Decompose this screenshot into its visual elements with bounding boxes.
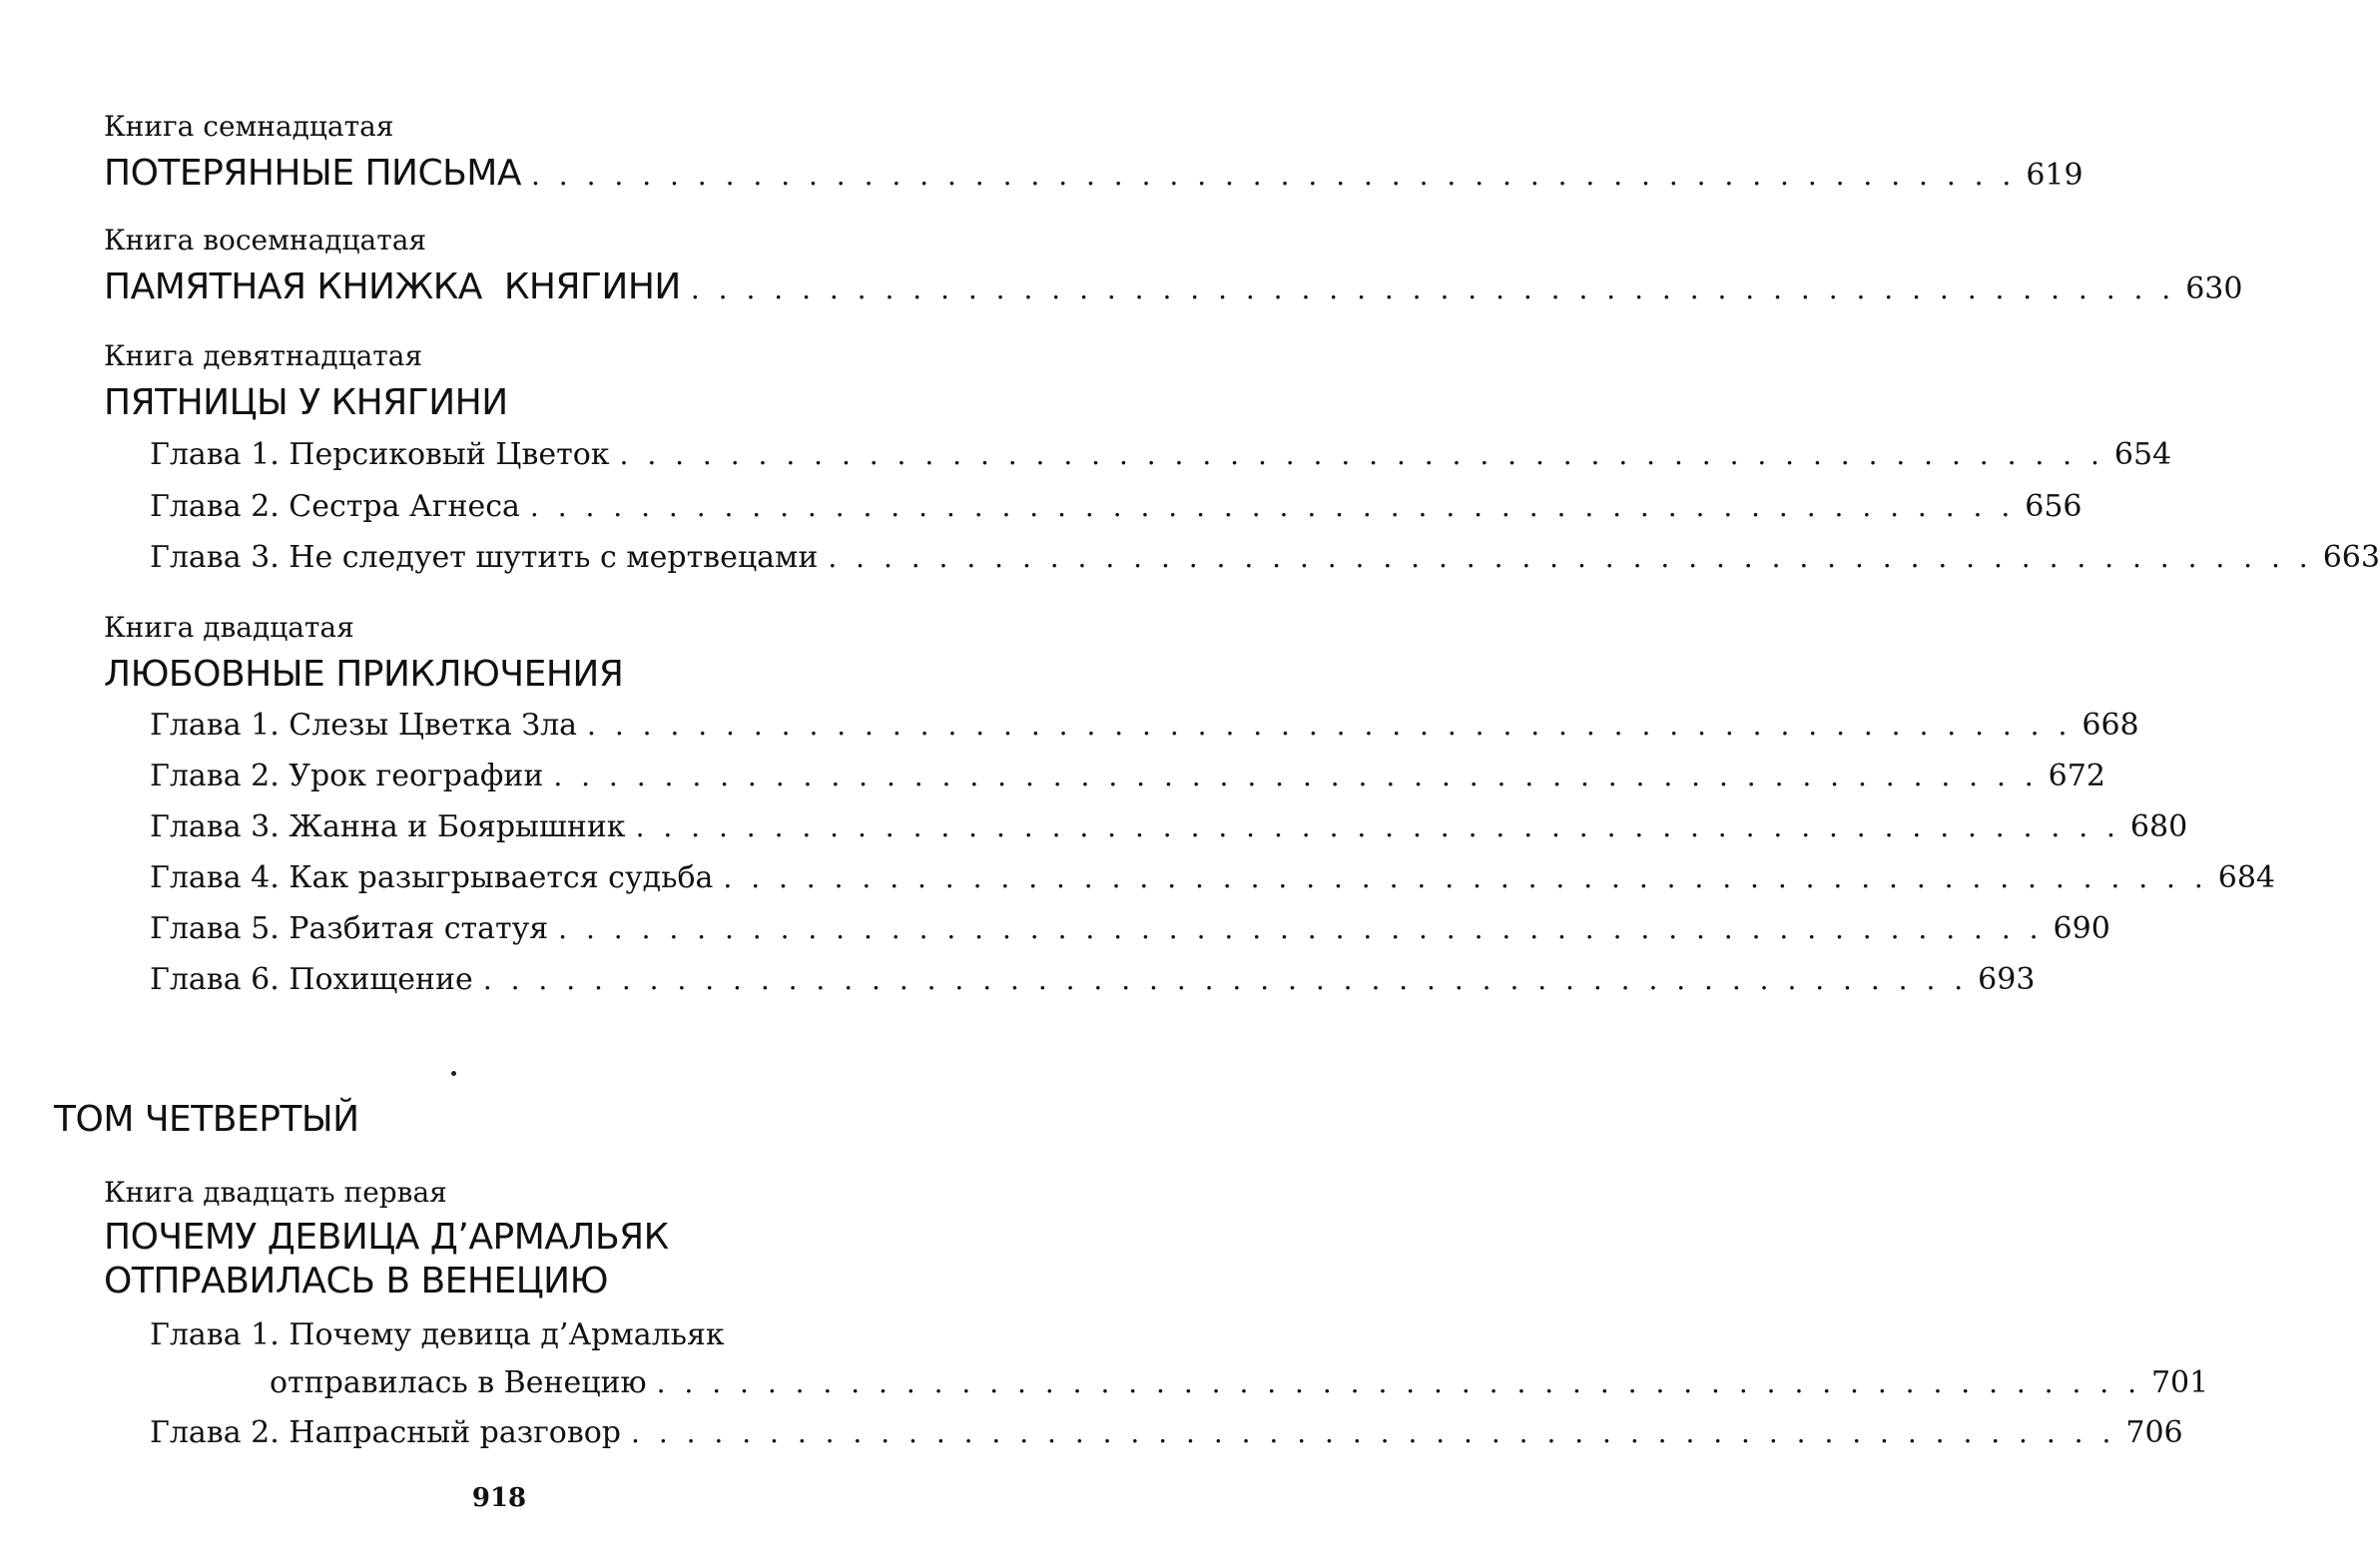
book-title-line xyxy=(104,1260,942,1304)
book-title-row xyxy=(104,265,2243,311)
chapter-title: Глава 2. Напрасный разговор xyxy=(150,1415,622,1450)
chapter-entry xyxy=(150,435,2172,475)
page-number: 693 xyxy=(1978,962,2036,997)
page-number: 668 xyxy=(2082,708,2139,743)
book-title: ЛЮБОВНЫЕ ПРИКЛЮЧЕНИЯ xyxy=(104,654,624,695)
book-title-row xyxy=(104,653,942,697)
chapter-entry xyxy=(150,757,2105,796)
page-number: 684 xyxy=(2217,860,2275,895)
book-title-line xyxy=(104,1216,942,1260)
chapter-entry xyxy=(150,538,2380,578)
dot-leader: . . . . . . . . . . . . . . . . . . . . . . . . . . . . . . . . . . . . . . . . . . . . . . . . . . . . . . xyxy=(529,490,2016,523)
chapter-entry xyxy=(150,807,2188,847)
dot-leader: . . . . . . . . . . . . . . . . . . . . . . . . . . . . . . . . . . . . . . . . . . . . . . . . . . . . . . xyxy=(631,1416,2116,1449)
page-number: 701 xyxy=(2150,1365,2209,1400)
dot-leader: . . . . . . . . . . . . . . . . . . . . . . . . . . . . . . . . . . . . . . . . . . . . . . . . . . . . . . xyxy=(656,1366,2141,1399)
dot-leader: . . . . . . . . . . . . . . . . . . . . . . . . . . . . . . . . . . . . . . . . . . . . . . . . . . . . . . xyxy=(690,272,2176,305)
book-title: ПАМЯТНАЯ КНИЖКА КНЯГИНИ xyxy=(104,266,681,307)
book-title: ПОЧЕМУ ДЕВИЦА Д’АРМАЛЬЯК xyxy=(104,1217,669,1258)
page-number: 656 xyxy=(2025,489,2082,524)
chapter-title: Глава 1. Слезы Цветка Зла xyxy=(150,708,578,743)
book-label: Книга девятнадцатая xyxy=(104,339,423,372)
chapter-title: Глава 4. Как разыгрывается судьба xyxy=(150,860,714,895)
chapter-title: Глава 3. Жанна и Боярышник xyxy=(150,809,626,844)
chapter-title: Глава 3. Не следует шутить с мертвецами xyxy=(150,540,819,575)
book-title: ПЯТНИЦЫ У КНЯГИНИ xyxy=(104,382,508,423)
chapter-entry xyxy=(150,1413,2183,1453)
chapter-entry xyxy=(150,858,2275,898)
page-number: 690 xyxy=(2053,911,2110,946)
chapter-title: Глава 1. Почему девица д’Армальяк xyxy=(150,1317,725,1352)
book-title-row xyxy=(104,381,942,425)
dot-leader: . . . . . . . . . . . . . . . . . . . . . . . . . . . . . . . . . . . . . . . . . . . . . . . . . . . . . . xyxy=(587,709,2073,742)
chapter-entry xyxy=(270,1363,2209,1403)
chapter-entry xyxy=(150,960,2036,1000)
book-title: ОТПРАВИЛАСЬ В ВЕНЕЦИЮ xyxy=(104,1261,608,1302)
book-label: Книга двадцатая xyxy=(104,611,354,644)
book-label: Книга семнадцатая xyxy=(104,110,394,143)
chapter-title: Глава 6. Похищение xyxy=(150,962,473,997)
page-number: 619 xyxy=(2026,158,2083,193)
page-number: 680 xyxy=(2129,809,2188,844)
chapter-title: Глава 2. Урок географии xyxy=(150,759,544,793)
chapter-title-continuation: отправилась в Венецию xyxy=(270,1365,647,1400)
chapter-title: Глава 1. Персиковый Цветок xyxy=(150,437,610,472)
dot-leader: . . . . . . . . . . . . . . . . . . . . . . . . . . . . . . . . . . . . . . . . . . . . . . . . . . . . . . xyxy=(619,438,2104,471)
dot-leader: . . . . . . . . . . . . . . . . . . . . . . . . . . . . . . . . . . . . . . . . . . . . . . . . . . . . . . xyxy=(530,159,2017,192)
dot-leader: . . . . . . . . . . . . . . . . . . . . . . . . . . . . . . . . . . . . . . . . . . . . . . . . . . . . . . xyxy=(723,861,2208,894)
chapter-entry xyxy=(150,487,2082,527)
dot-leader: . . . . . . . . . . . . . . . . . . . . . . . . . . . . . . . . . . . . . . . . . . . . . . . . . . . . . . xyxy=(635,810,2120,843)
page-number: 663 xyxy=(2322,540,2380,575)
page-number: 654 xyxy=(2113,437,2172,472)
chapter-entry xyxy=(150,909,2110,949)
dot-leader: . . . . . . . . . . . . . . . . . . . . . . . . . . . . . . . . . . . . . . . . . . . . . . . . . . . . . . xyxy=(482,963,1969,996)
dot-leader: . . . . . . . . . . . . . . . . . . . . . . . . . . . . . . . . . . . . . . . . . . . . . . . . . . . . . . xyxy=(828,541,2313,574)
page-folio-number: 918 xyxy=(471,1483,527,1513)
print-speck xyxy=(451,1071,456,1076)
dot-leader: . . . . . . . . . . . . . . . . . . . . . . . . . . . . . . . . . . . . . . . . . . . . . . . . . . . . . . xyxy=(558,912,2044,945)
volume-title: ТОМ ЧЕТВЕРТЫЙ xyxy=(54,1099,359,1140)
page-number: 672 xyxy=(2048,759,2105,793)
chapter-entry xyxy=(150,706,2139,746)
book-title: ПОТЕРЯННЫЕ ПИСЬМА xyxy=(104,153,521,194)
page-number: 630 xyxy=(2185,271,2243,306)
chapter-title: Глава 5. Разбитая статуя xyxy=(150,911,549,946)
book-label: Книга двадцать первая xyxy=(104,1176,447,1209)
chapter-title: Глава 2. Сестра Агнеса xyxy=(150,489,520,524)
book-title-row xyxy=(104,152,2083,198)
dot-leader: . . . . . . . . . . . . . . . . . . . . . . . . . . . . . . . . . . . . . . . . . . . . . . . . . . . . . . xyxy=(553,760,2039,792)
book-label: Книга восемнадцатая xyxy=(104,224,427,257)
page-number: 706 xyxy=(2125,1415,2183,1450)
